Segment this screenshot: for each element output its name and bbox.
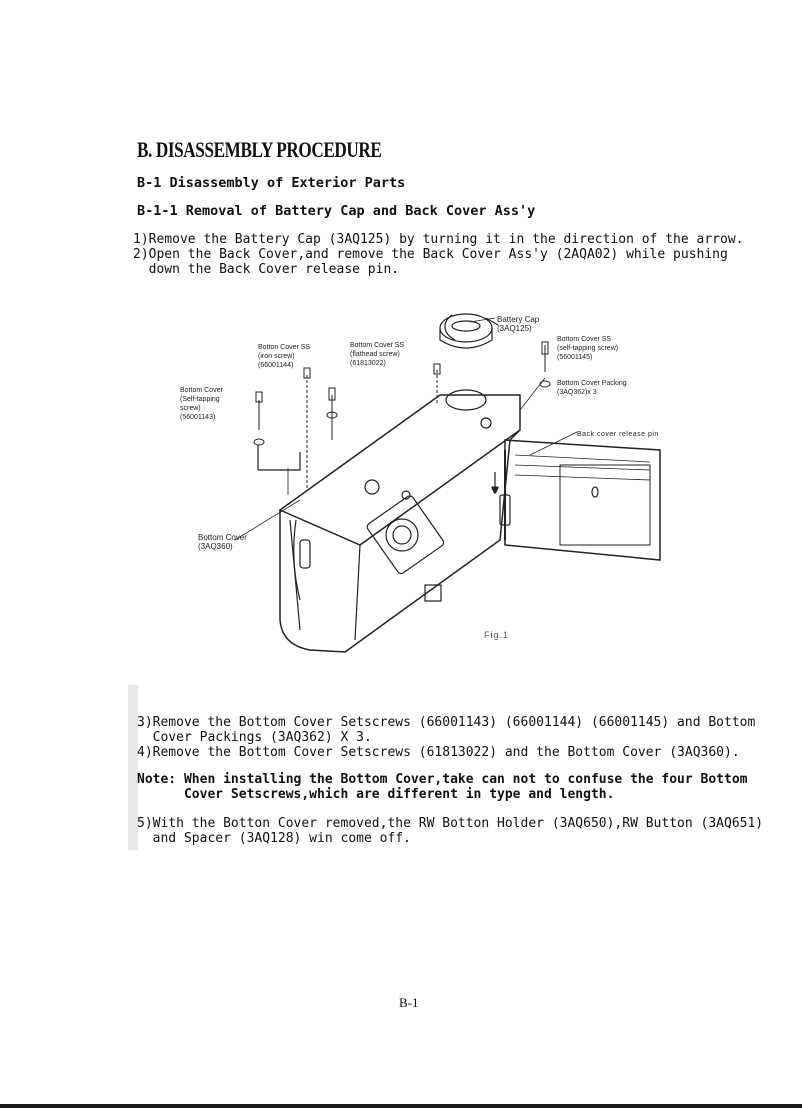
section-title-b1-1: B-1-1 Removal of Battery Cap and Back Cover Ass'y (137, 203, 536, 219)
label-bottom-cover-packing: Bottom Cover Packing (3AQ362)x 3 (557, 380, 627, 396)
section-title-b1: B-1 Disassembly of Exterior Parts (137, 175, 406, 191)
note-line-cont: Cover Setscrews,which are different in type and length. (137, 787, 615, 802)
note-line: Note: When installing the Bottom Cover,take can not to confuse the four Bottom (137, 772, 748, 787)
step-2-line-cont: down the Back Cover release pin. (133, 262, 400, 277)
label-back-cover-release-pin: Back cover release pin (577, 431, 659, 438)
step-3-line: 3)Remove the Bottom Cover Setscrews (66001143) (66001144) (66001145) and Bottom (137, 715, 756, 730)
page-heading: B. DISASSEMBLY PROCEDURE (137, 137, 382, 162)
scan-bottom-edge (0, 1104, 802, 1108)
step-2-line: 2)Open the Back Cover,and remove the Back Cover Ass'y (2AQA02) while pushing (133, 247, 728, 262)
step-1-line: 1)Remove the Battery Cap (3AQ125) by turning it in the direction of the arrow. (133, 232, 744, 247)
step-3-line-cont: Cover Packings (3AQ362) X 3. (137, 730, 372, 745)
label-bottom-cover: Bottom Cover (3AQ360) (198, 533, 247, 551)
step-5-line-cont: and Spacer (3AQ128) win come off. (137, 831, 411, 846)
label-bottom-cover-ss-iron: Botton Cover SS (iron screw) (66001144) (258, 344, 311, 369)
step-4-line: 4)Remove the Bottom Cover Setscrews (61813022) and the Bottom Cover (3AQ360). (137, 745, 740, 760)
page-number: B-1 (399, 995, 419, 1010)
label-battery-cap: Battery Cap (3AQ125) (497, 315, 540, 333)
label-bottom-cover-ss-flathead: Bottom Cover SS (flathead screw) (61813022) (350, 342, 405, 367)
label-bottom-cover-ss-self-tapping: Bottom Cover SS (self-tapping screw) (56001145) (557, 336, 619, 361)
label-bottom-cover-self-tapping-screw: Bottom Cover (Self-tapping screw) (56001143) (180, 387, 223, 421)
step-5-line: 5)With the Botton Cover removed,the RW Botton Holder (3AQ650),RW Button (3AQ651) (137, 816, 764, 831)
figure-caption: Fig.1 (484, 630, 510, 640)
